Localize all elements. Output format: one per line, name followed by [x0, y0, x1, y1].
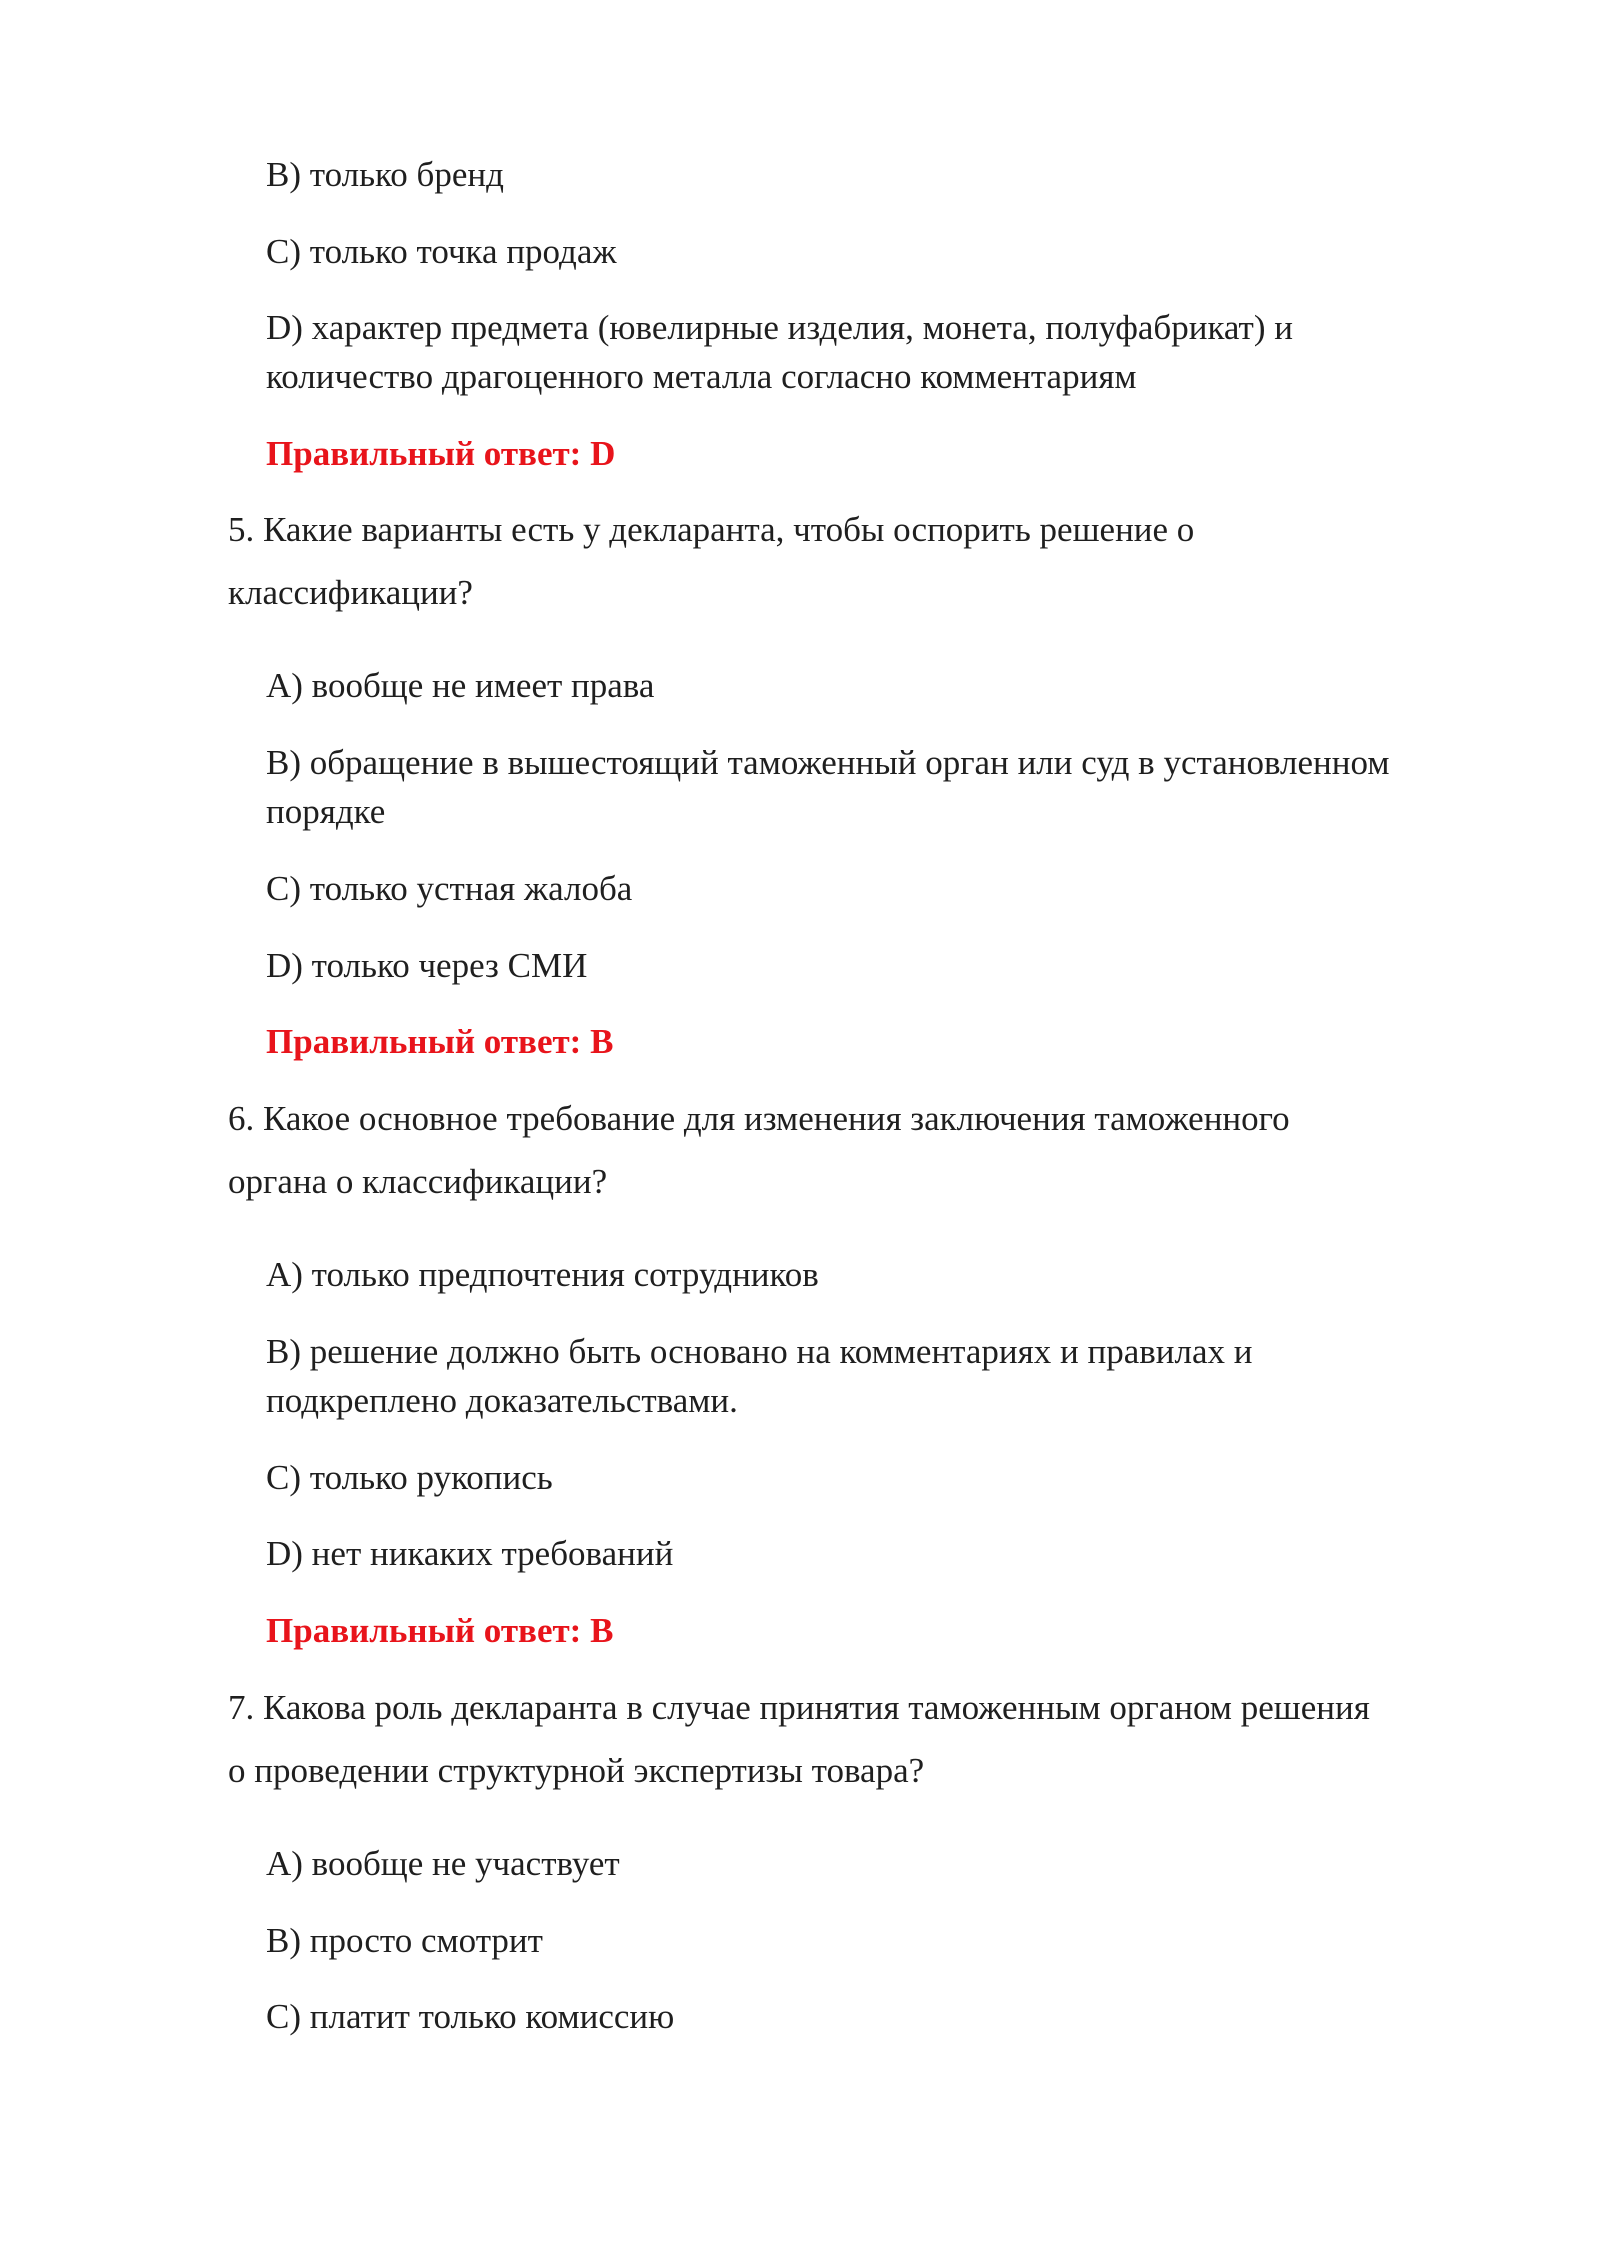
- q4-option-c: C) только точка продаж: [266, 232, 617, 271]
- q5-option-b-continued: порядке: [266, 792, 386, 831]
- q6-question-continued: органа о классификации?: [228, 1162, 608, 1201]
- q4-option-b: B) только бренд: [266, 155, 504, 194]
- q6-option-b-continued: подкреплено доказательствами.: [266, 1381, 738, 1420]
- q7-option-b: B) просто смотрит: [266, 1921, 543, 1960]
- q6-question: 6. Какое основное требование для изменения заключения таможенного: [228, 1099, 1290, 1138]
- q5-option-b: B) обращение в вышестоящий таможенный орган или суд в установленном: [266, 743, 1390, 782]
- q5-option-a: A) вообще не имеет права: [266, 666, 655, 705]
- q6-option-a: A) только предпочтения сотрудников: [266, 1255, 819, 1294]
- q6-correct-answer: Правильный ответ: B: [266, 1611, 614, 1650]
- q5-correct-answer: Правильный ответ: B: [266, 1022, 614, 1061]
- q4-correct-answer: Правильный ответ: D: [266, 434, 616, 473]
- q7-question: 7. Какова роль декларанта в случае принятия таможенным органом решения: [228, 1688, 1370, 1727]
- q5-question: 5. Какие варианты есть у декларанта, чтобы оспорить решение о: [228, 510, 1195, 549]
- q6-option-c: C) только рукопись: [266, 1458, 553, 1497]
- q5-option-c: C) только устная жалоба: [266, 869, 633, 908]
- q4-option-d: D) характер предмета (ювелирные изделия, монета, полуфабрикат) и: [266, 308, 1293, 347]
- q5-option-d: D) только через СМИ: [266, 946, 588, 985]
- q5-question-continued: классификации?: [228, 573, 473, 612]
- q4-option-d-continued: количество драгоценного металла согласно комментариям: [266, 357, 1137, 396]
- q7-question-continued: о проведении структурной экспертизы товара?: [228, 1751, 925, 1790]
- q7-option-a: A) вообще не участвует: [266, 1844, 620, 1883]
- q6-option-d: D) нет никаких требований: [266, 1534, 674, 1573]
- q7-option-c: C) платит только комиссию: [266, 1997, 675, 2036]
- q6-option-b: B) решение должно быть основано на комментариях и правилах и: [266, 1332, 1253, 1371]
